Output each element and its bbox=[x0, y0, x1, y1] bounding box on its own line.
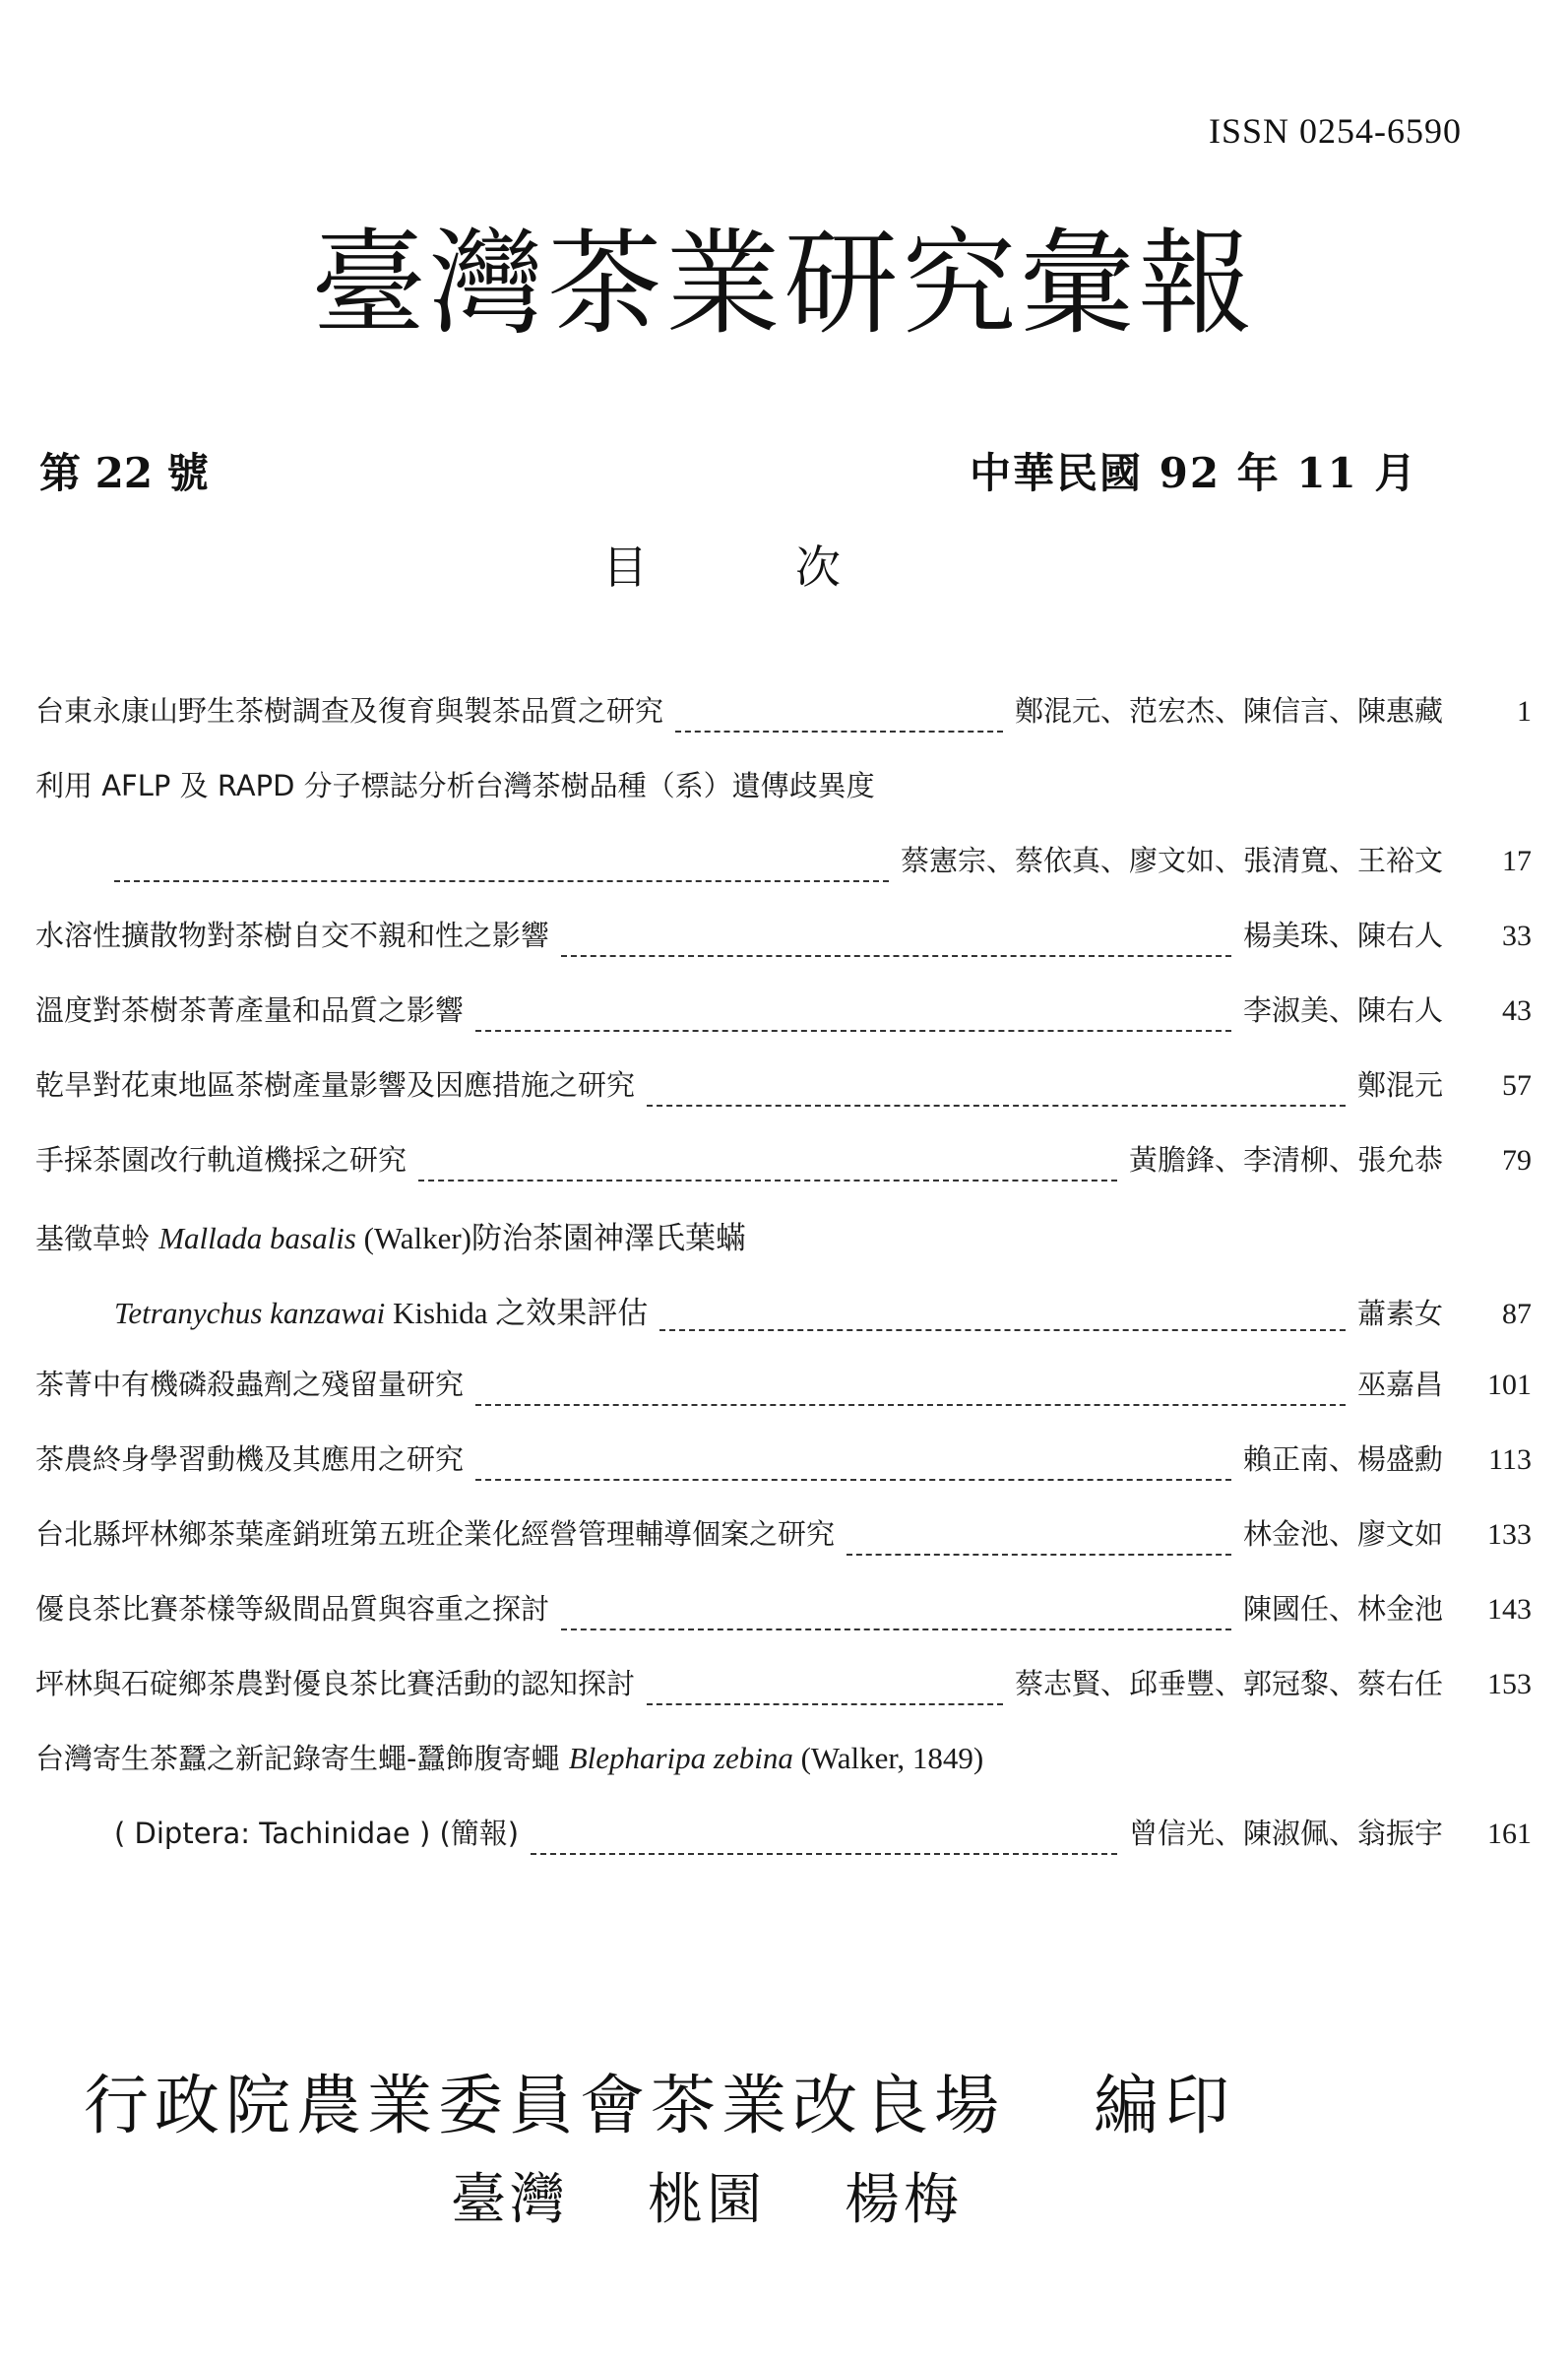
publisher-suffix: 編印 bbox=[1094, 2068, 1235, 2143]
toc-heading-left: 目 bbox=[602, 541, 648, 594]
title-part: 基徵草蛉 bbox=[35, 1222, 159, 1255]
leader-dots bbox=[475, 1402, 1346, 1406]
toc-entry-title[interactable]: 溫度對茶樹茶菁產量和品質之影響 bbox=[35, 993, 465, 1027]
leader-dots bbox=[647, 1701, 1003, 1705]
toc-heading-right: 次 bbox=[795, 541, 841, 594]
publisher-name: 行政院農業委員會茶業改良場 bbox=[84, 2068, 1005, 2143]
issue-date: 中華民國 92 年 11 月 bbox=[970, 449, 1418, 497]
leader-dots bbox=[561, 953, 1231, 957]
toc-entry[interactable] bbox=[35, 1587, 1532, 1662]
toc-entry[interactable] bbox=[35, 1437, 1532, 1512]
toc-entry-page: 43 bbox=[1502, 994, 1532, 1027]
leader-dots bbox=[659, 1327, 1346, 1331]
toc-entry[interactable] bbox=[35, 1363, 1532, 1437]
leader-dots bbox=[561, 1627, 1231, 1630]
species-name: Blepharipa zebina bbox=[568, 1741, 793, 1775]
toc-heading bbox=[602, 532, 841, 597]
toc-entry-title[interactable]: 台東永康山野生茶樹調查及復育與製茶品質之研究 bbox=[35, 694, 664, 728]
leader-dots bbox=[647, 1103, 1346, 1107]
publisher bbox=[84, 2053, 1235, 2146]
toc-entry-page: 57 bbox=[1502, 1069, 1532, 1102]
toc-entry-page: 161 bbox=[1487, 1818, 1532, 1850]
toc-entry[interactable] bbox=[35, 1138, 1532, 1213]
toc-entry-title[interactable]: 台北縣坪林鄉茶葉產銷班第五班企業化經營管理輔導個案之研究 bbox=[35, 1517, 836, 1551]
location-city: 桃園 bbox=[648, 2168, 766, 2232]
toc-entry-title[interactable] bbox=[35, 1737, 1532, 1777]
toc-entry[interactable] bbox=[35, 1063, 1532, 1138]
toc-entry-title-cont[interactable]: ( Diptera: Tachinidae ) (簡報) bbox=[114, 1817, 520, 1850]
toc-entry-authors: 曾信光、陳淑佩、翁振宇 bbox=[1128, 1817, 1443, 1850]
toc-entry-page: 1 bbox=[1517, 695, 1532, 728]
location-town: 楊梅 bbox=[845, 2168, 963, 2232]
toc-entry[interactable] bbox=[35, 764, 1532, 839]
title-part: Kishida 之效果評估 bbox=[385, 1296, 649, 1330]
toc-entry-authors: 蕭素女 bbox=[1356, 1297, 1443, 1330]
toc-entry-title[interactable]: 乾旱對花東地區茶樹產量影響及因應措施之研究 bbox=[35, 1068, 636, 1102]
toc-entry[interactable] bbox=[35, 689, 1532, 764]
leader-dots bbox=[114, 878, 889, 882]
toc-entry[interactable] bbox=[35, 989, 1532, 1063]
toc-entry-authors: 蔡志賢、邱垂豐、郭冠黎、蔡右任 bbox=[1014, 1667, 1443, 1700]
toc-entry-continuation bbox=[35, 1812, 1532, 1886]
toc-entry-authors: 李淑美、陳右人 bbox=[1242, 993, 1443, 1027]
species-name: Tetranychus kanzawai bbox=[114, 1296, 386, 1330]
toc-entry-page: 79 bbox=[1502, 1144, 1532, 1177]
toc-entry-continuation bbox=[35, 839, 1532, 914]
toc-entry-page: 87 bbox=[1502, 1298, 1532, 1330]
issn-number: ISSN 0254-6590 bbox=[1208, 111, 1462, 151]
toc-entry-title[interactable]: 手採茶園改行軌道機採之研究 bbox=[35, 1143, 408, 1177]
toc-entry[interactable] bbox=[35, 1737, 1532, 1812]
toc-entry-page: 101 bbox=[1487, 1369, 1532, 1401]
toc-entry-authors: 楊美珠、陳右人 bbox=[1242, 919, 1443, 952]
toc-entry-page: 143 bbox=[1487, 1593, 1532, 1626]
publisher-location bbox=[451, 2156, 963, 2235]
toc-entry-authors: 蔡憲宗、蔡依真、廖文如、張清寬、王裕文 bbox=[900, 844, 1443, 877]
toc-entry-page: 133 bbox=[1487, 1518, 1532, 1551]
toc-entry-authors: 陳國任、林金池 bbox=[1242, 1592, 1443, 1626]
leader-dots bbox=[675, 729, 1003, 733]
toc-entry-title-cont[interactable] bbox=[114, 1288, 648, 1332]
toc-entry-title[interactable]: 茶菁中有機磷殺蟲劑之殘留量研究 bbox=[35, 1368, 465, 1401]
toc-entry[interactable] bbox=[35, 914, 1532, 989]
toc-entry-title[interactable]: 優良茶比賽茶樣等級間品質與容重之探討 bbox=[35, 1592, 550, 1626]
species-name: Mallada basalis bbox=[158, 1221, 356, 1255]
leader-dots bbox=[418, 1178, 1117, 1182]
issue-number: 第 22 號 bbox=[39, 449, 209, 497]
table-of-contents bbox=[35, 689, 1532, 1886]
toc-entry-authors: 鄭混元、范宏杰、陳信言、陳惠藏 bbox=[1014, 694, 1443, 728]
title-part: (Walker, 1849) bbox=[792, 1741, 984, 1775]
toc-entry-page: 17 bbox=[1502, 845, 1532, 877]
toc-entry-authors: 巫嘉昌 bbox=[1356, 1368, 1443, 1401]
toc-entry-authors: 林金池、廖文如 bbox=[1242, 1517, 1443, 1551]
leader-dots bbox=[475, 1477, 1231, 1481]
toc-entry-page: 153 bbox=[1487, 1668, 1532, 1700]
toc-entry-continuation bbox=[35, 1288, 1532, 1363]
toc-entry[interactable] bbox=[35, 1662, 1532, 1737]
toc-entry-title[interactable]: 茶農終身學習動機及其應用之研究 bbox=[35, 1442, 465, 1476]
toc-entry-authors: 黃膽鋒、李清柳、張允恭 bbox=[1128, 1143, 1443, 1177]
journal-title: 臺灣茶業研究彙報 bbox=[311, 218, 1257, 351]
toc-entry[interactable] bbox=[35, 1512, 1532, 1587]
toc-entry-title[interactable]: 利用 AFLP 及 RAPD 分子標誌分析台灣茶樹品種（系）遺傳歧異度 bbox=[35, 769, 875, 802]
leader-dots bbox=[847, 1552, 1231, 1556]
toc-entry-title[interactable] bbox=[35, 1213, 1532, 1257]
toc-entry-title[interactable]: 坪林與石碇鄉茶農對優良茶比賽活動的認知探討 bbox=[35, 1667, 636, 1700]
leader-dots bbox=[475, 1028, 1231, 1032]
toc-entry-authors: 賴正南、楊盛勳 bbox=[1242, 1442, 1443, 1476]
location-country: 臺灣 bbox=[451, 2168, 569, 2232]
title-part: (Walker)防治茶園神澤氏葉蟎 bbox=[355, 1221, 747, 1255]
title-part: 台灣寄生茶蠶之新記錄寄生蠅-蠶飾腹寄蠅 bbox=[35, 1742, 569, 1775]
leader-dots bbox=[531, 1851, 1117, 1855]
toc-entry-page: 33 bbox=[1502, 920, 1532, 952]
toc-entry[interactable] bbox=[35, 1213, 1532, 1288]
toc-entry-title[interactable]: 水溶性擴散物對茶樹自交不親和性之影響 bbox=[35, 919, 550, 952]
toc-entry-page: 113 bbox=[1488, 1443, 1532, 1476]
toc-entry-authors: 鄭混元 bbox=[1356, 1068, 1443, 1102]
